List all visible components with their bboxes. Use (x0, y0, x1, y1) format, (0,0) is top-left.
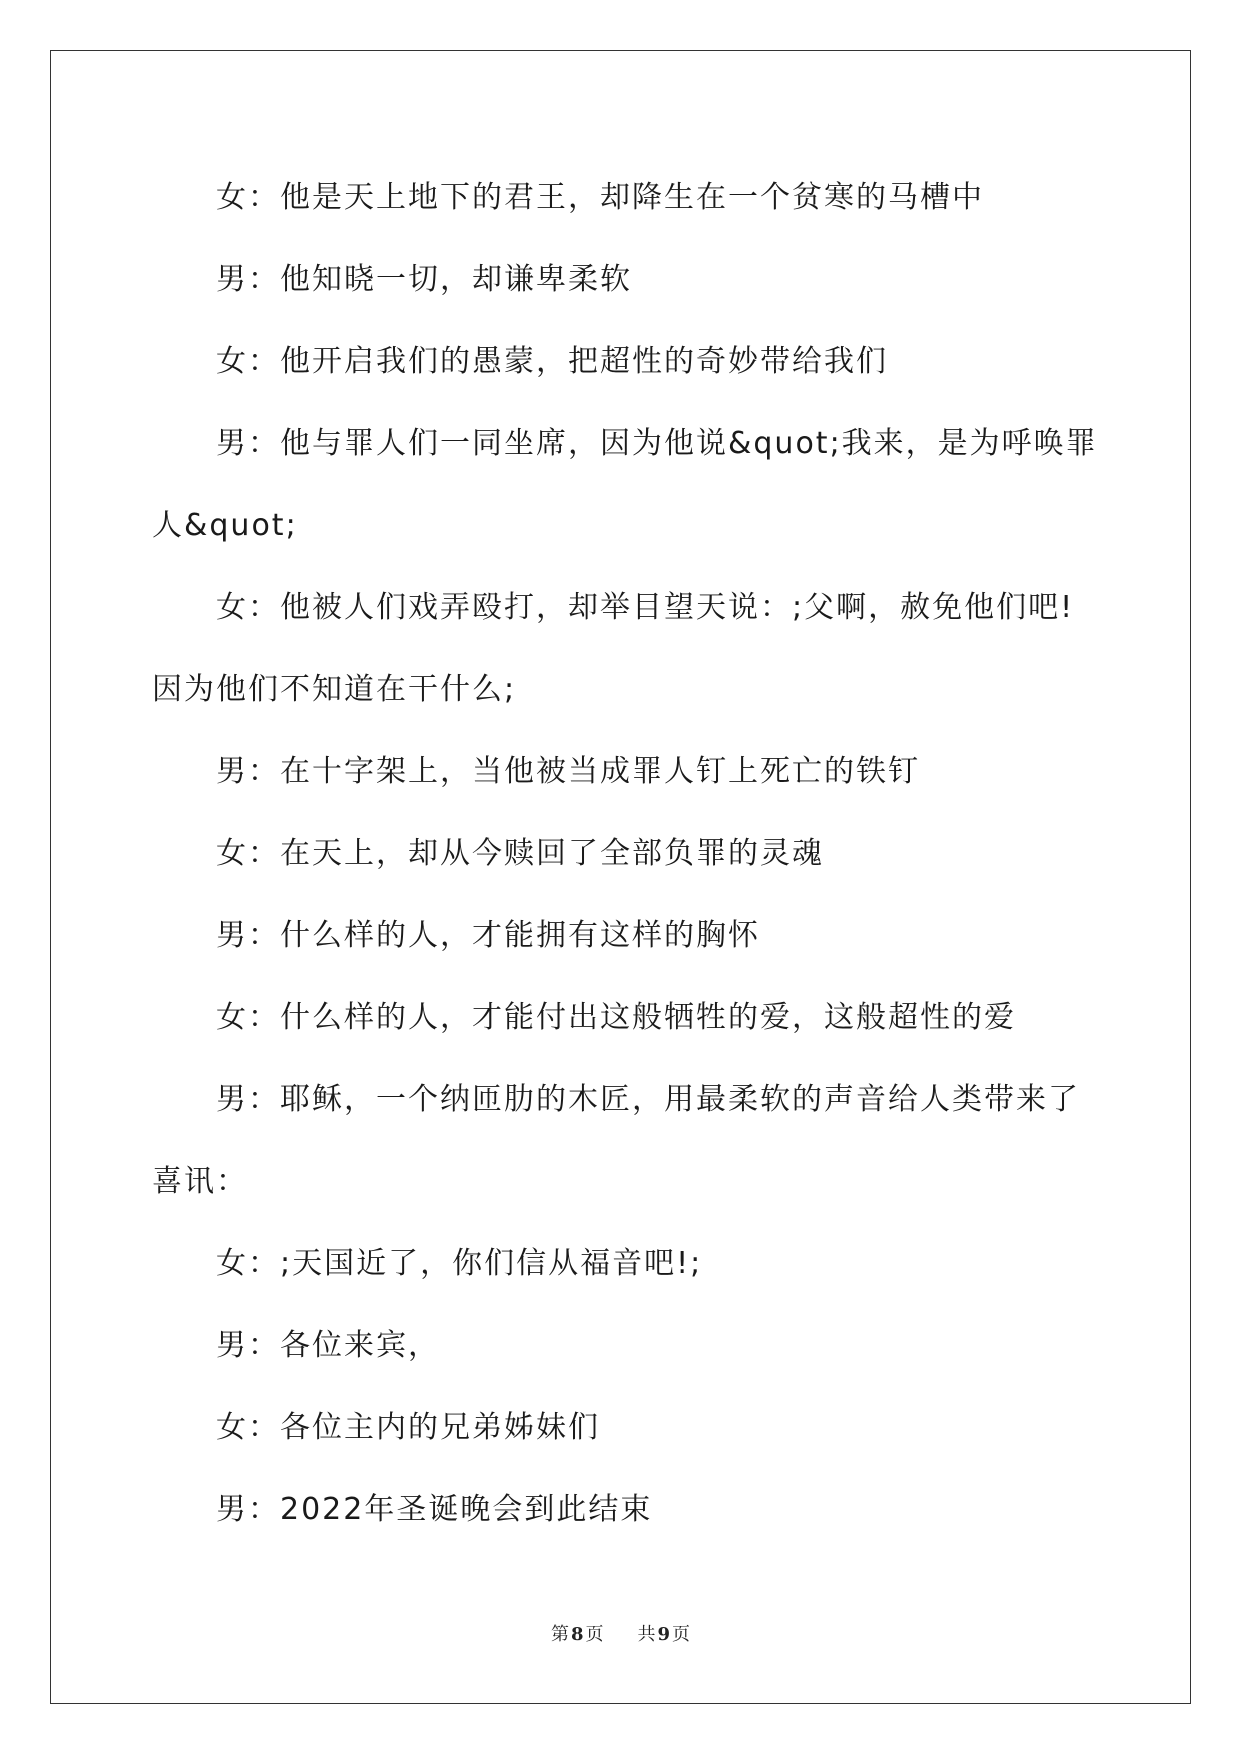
paragraph: 男：各位来宾， (216, 1328, 440, 1363)
paragraph: 女：在天上，却从今赎回了全部负罪的灵魂 (216, 836, 824, 871)
paragraph: 男：耶稣，一个纳匝肋的木匠，用最柔软的声音给人类带来了喜讯： (152, 1082, 1080, 1199)
paragraph: 男：他与罪人们一同坐席，因为他说&quot;我来，是为呼唤罪人&quot; (152, 426, 1098, 543)
paragraph: 男：什么样的人，才能拥有这样的胸怀 (216, 918, 760, 953)
document-body (152, 163, 1100, 1551)
paragraph: 男：他知晓一切，却谦卑柔软 (216, 262, 632, 297)
paragraph: 女：什么样的人，才能付出这般牺牲的爱，这般超性的爱 (216, 1000, 1016, 1035)
paragraph: 女：他开启我们的愚蒙，把超性的奇妙带给我们 (216, 344, 888, 379)
paragraph: 女：各位主内的兄弟姊妹们 (216, 1410, 600, 1445)
paragraph: 女：他是天上地下的君王，却降生在一个贫寒的马槽中 (216, 180, 984, 215)
paragraph: 男：在十字架上，当他被当成罪人钉上死亡的铁钉 (216, 754, 920, 789)
paragraph: 女：他被人们戏弄殴打，却举目望天说：;父啊，赦免他们吧!因为他们不知道在干什么; (152, 590, 1075, 707)
page-number-current: 第 8 页 (550, 1624, 604, 1645)
paragraph: 女：;天国近了，你们信从福音吧!; (216, 1246, 703, 1281)
paragraph: 男：2022年圣诞晚会到此结束 (216, 1492, 653, 1527)
page-footer (0, 1620, 1241, 1646)
page-number-total: 共 9 页 (637, 1624, 691, 1645)
